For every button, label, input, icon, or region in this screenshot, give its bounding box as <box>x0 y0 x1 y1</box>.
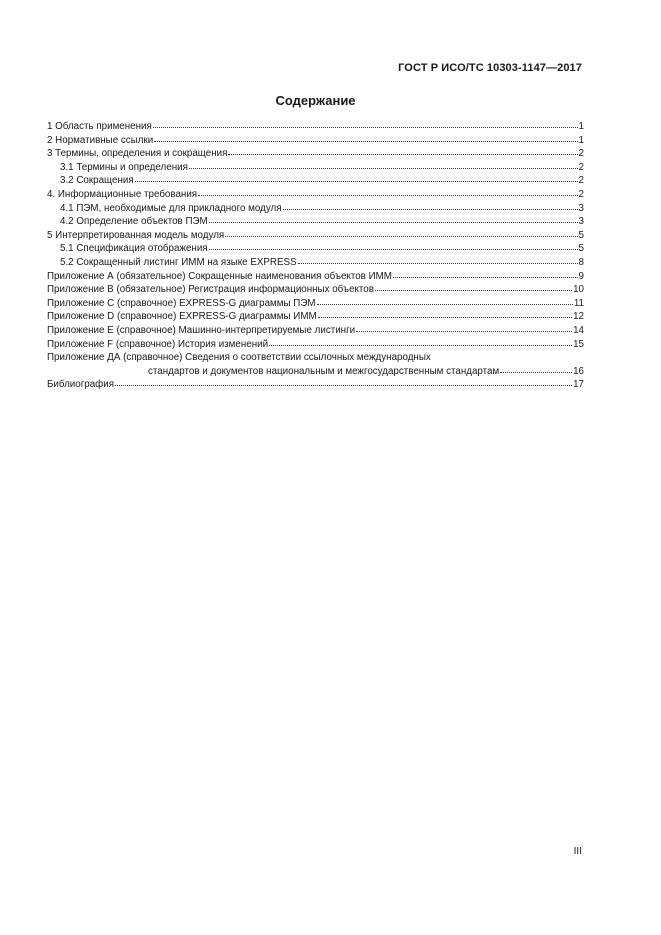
page-number: III <box>573 846 582 857</box>
toc-leader <box>225 228 577 237</box>
toc-entry-2[interactable] <box>47 134 584 148</box>
toc-entry-label-line1: Приложение ДА (справочное) Сведения о соответствии ссылочных международных <box>47 352 431 364</box>
toc-entry-label: 5 Интерпретированная модель модуля <box>47 229 225 241</box>
toc-entry-annex-e[interactable] <box>47 324 584 338</box>
toc-leader <box>153 119 578 128</box>
toc-leader <box>318 309 572 318</box>
toc-leader <box>269 337 572 346</box>
toc-entry-label: Приложение С (справочное) EXPRESS-G диаграммы ПЭМ <box>47 297 316 309</box>
toc-entry-label: Библиография <box>47 379 115 391</box>
toc-leader <box>209 214 578 223</box>
toc-entry-page: 5 <box>578 243 584 255</box>
toc-entry-page: 2 <box>578 175 584 187</box>
toc-entry-page: 11 <box>573 297 584 309</box>
toc-leader <box>283 201 578 210</box>
toc-entry-3-2[interactable] <box>47 174 584 188</box>
toc-entry-annex-d[interactable] <box>47 310 584 324</box>
toc-entry-bibliography[interactable] <box>47 378 584 392</box>
toc-entry-5[interactable] <box>47 229 584 243</box>
toc-entry-page: 12 <box>573 311 584 323</box>
toc-entry-label: 3 Термины, определения и сокращения <box>47 148 228 160</box>
toc-entry-annex-a[interactable] <box>47 270 584 284</box>
toc-leader <box>209 241 578 250</box>
toc-leader <box>500 364 572 373</box>
toc-entry-page: 16 <box>573 365 584 377</box>
toc-entry-4[interactable] <box>47 188 584 202</box>
toc-leader <box>393 269 578 278</box>
toc-entry-label: 2 Нормативные ссылки <box>47 134 154 146</box>
table-of-contents <box>47 120 584 392</box>
toc-entry-label: 5.2 Сокращенный листинг ИММ на языке EXPRESS <box>60 256 297 268</box>
toc-entry-5-2[interactable] <box>47 256 584 270</box>
toc-leader <box>115 377 572 386</box>
toc-entry-4-2[interactable] <box>47 215 584 229</box>
toc-entry-label: Приложение D (справочное) EXPRESS-G диаграммы ИММ <box>47 311 317 323</box>
toc-entry-label: 4. Информационные требования <box>47 188 198 200</box>
toc-entry-annex-da[interactable] <box>47 351 584 378</box>
toc-title: Содержание <box>275 93 356 108</box>
toc-entry-page: 10 <box>573 284 584 296</box>
toc-entry-page: 17 <box>573 379 584 391</box>
toc-leader <box>154 133 577 142</box>
toc-entry-page: 2 <box>578 161 584 173</box>
toc-entry-3[interactable] <box>47 147 584 161</box>
toc-entry-label: 5.1 Спецификация отображения <box>60 243 208 255</box>
toc-entry-page: 3 <box>578 216 584 228</box>
toc-entry-5-1[interactable] <box>47 242 584 256</box>
toc-entry-label: Приложение F (справочное) История изменений <box>47 338 269 350</box>
toc-entry-label: Приложение А (обязательное) Сокращенные наименования объектов ИММ <box>47 270 392 282</box>
toc-entry-page: 9 <box>578 270 584 282</box>
toc-entry-page: 14 <box>573 324 584 336</box>
toc-entry-label: Приложение В (обязательное) Регистрация информационных объектов <box>47 284 374 296</box>
toc-entry-page: 1 <box>578 134 584 146</box>
toc-leader <box>189 160 578 169</box>
toc-leader <box>298 255 578 264</box>
toc-leader <box>228 146 577 155</box>
toc-entry-page: 2 <box>578 188 584 200</box>
toc-leader <box>375 282 572 291</box>
toc-entry-page: 8 <box>578 256 584 268</box>
toc-entry-continuation <box>47 365 584 379</box>
toc-entry-page: 2 <box>578 148 584 160</box>
toc-entry-page: 15 <box>573 338 584 350</box>
toc-leader <box>356 323 572 332</box>
toc-entry-annex-b[interactable] <box>47 283 584 297</box>
toc-leader <box>135 173 578 182</box>
toc-entry-label: Приложение Е (справочное) Машинно-интерпретируемые листинги <box>47 324 356 336</box>
toc-entry-label: 3.2 Сокращения <box>60 175 134 187</box>
toc-entry-label: 3.1 Термины и определения <box>60 161 188 173</box>
toc-entry-3-1[interactable] <box>47 161 584 175</box>
toc-entry-1[interactable] <box>47 120 584 134</box>
toc-leader <box>317 296 573 305</box>
toc-entry-page: 1 <box>578 121 584 132</box>
toc-entry-label: 4.1 ПЭМ, необходимые для прикладного модуля <box>60 202 282 214</box>
toc-entry-label: 4.2 Определение объектов ПЭМ <box>60 216 208 228</box>
toc-entry-page: 3 <box>578 202 584 214</box>
toc-entry-label: 1 Область применения <box>47 121 152 132</box>
toc-entry-annex-f[interactable] <box>47 338 584 352</box>
toc-entry-page: 5 <box>578 229 584 241</box>
toc-leader <box>198 187 577 196</box>
toc-entry-annex-c[interactable] <box>47 297 584 311</box>
toc-entry-label-line2: стандартов и документов национальным и межгосударственным стандартам <box>148 365 500 377</box>
toc-entry-4-1[interactable] <box>47 202 584 216</box>
standard-designation: ГОСТ Р ИСО/ТС 10303-1147—2017 <box>398 62 582 74</box>
